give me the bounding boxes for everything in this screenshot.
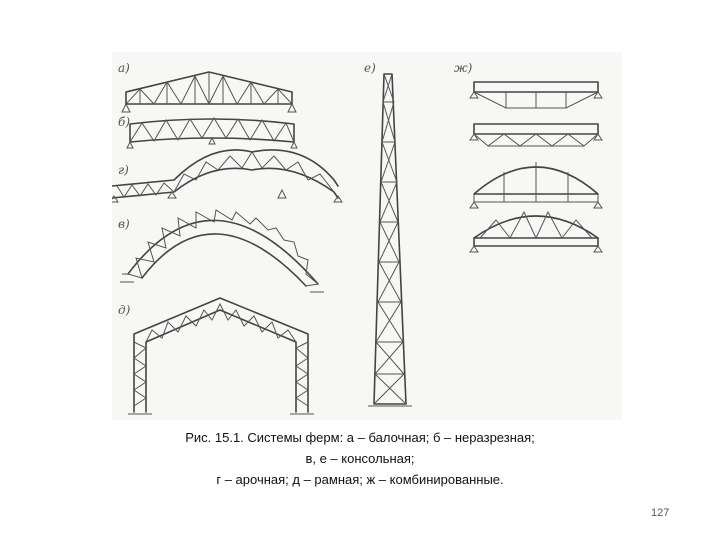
truss-systems-figure bbox=[112, 52, 622, 420]
caption-line-1: Рис. 15.1. Системы ферм: а – балочная; б – неразрезная; bbox=[185, 430, 535, 445]
panel-label-e: е) bbox=[364, 61, 376, 75]
panel-label-b: б) bbox=[118, 115, 131, 129]
caption-line-3: г – арочная; д – рамная; ж – комбинированные. bbox=[216, 472, 504, 487]
truss-drawings bbox=[112, 52, 622, 420]
truss-combined-zh bbox=[470, 82, 602, 252]
truss-tower-e bbox=[368, 74, 412, 406]
page-number: 127 bbox=[651, 507, 670, 519]
figure-caption bbox=[90, 427, 630, 490]
truss-beam-a bbox=[122, 72, 296, 112]
panel-label-d: д) bbox=[118, 303, 131, 317]
truss-arch-v bbox=[120, 210, 324, 292]
panel-label-a: а) bbox=[118, 61, 130, 75]
panel-label-zh: ж) bbox=[454, 61, 473, 75]
panel-label-g: г) bbox=[118, 163, 129, 177]
panel-label-v: в) bbox=[118, 217, 130, 231]
truss-frame-d bbox=[128, 298, 314, 414]
truss-cantilever-g bbox=[112, 150, 342, 202]
caption-line-2: в, е – консольная; bbox=[305, 451, 415, 466]
truss-continuous-b bbox=[127, 118, 297, 148]
